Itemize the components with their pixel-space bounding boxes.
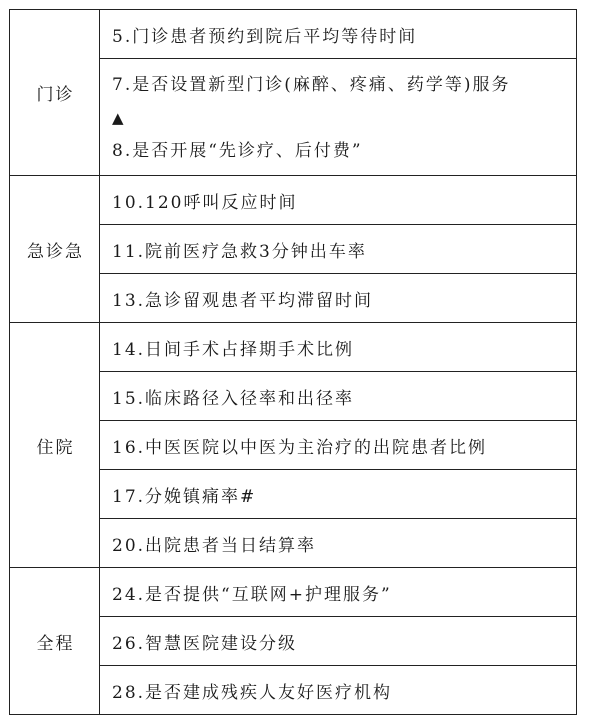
indicator-line: 8.是否开展“先诊疗、后付费” <box>112 140 363 161</box>
category-inpatient <box>10 323 100 568</box>
indicator-item-multiline <box>100 59 577 176</box>
indicator-item: 16.中医医院以中医为主治疗的出院患者比例 <box>100 421 577 470</box>
table-row <box>10 568 577 617</box>
category-label: 全程 <box>36 633 75 654</box>
category-label: 急诊急 <box>27 241 84 262</box>
indicator-item: 17.分娩镇痛率# <box>100 470 577 519</box>
indicator-item: 24.是否提供“互联网+护理服务” <box>100 568 577 617</box>
table-row <box>10 176 577 225</box>
indicator-item: 11.院前医疗急救3分钟出车率 <box>100 225 577 274</box>
indicator-item: 14.日间手术占择期手术比例 <box>100 323 577 372</box>
indicator-item: 5.门诊患者预约到院后平均等待时间 <box>100 10 577 59</box>
indicator-item: 20.出院患者当日结算率 <box>100 519 577 568</box>
indicator-item: 15.临床路径入径率和出径率 <box>100 372 577 421</box>
indicator-line: 7.是否设置新型门诊(麻醉、疼痛、药学等)服务 <box>112 74 511 95</box>
indicator-item: 13.急诊留观患者平均滞留时间 <box>100 274 577 323</box>
table-row <box>10 323 577 372</box>
indicator-table <box>9 9 577 715</box>
category-label: 住院 <box>36 437 75 458</box>
category-outpatient <box>10 10 100 176</box>
category-label: 门诊 <box>36 85 75 105</box>
indicator-item: 10.120呼叫反应时间 <box>100 176 577 225</box>
triangle-marker-icon: ▲ <box>112 108 126 127</box>
indicator-item: 26.智慧医院建设分级 <box>100 617 577 666</box>
category-emergency <box>10 176 100 323</box>
category-whole-process <box>10 568 100 715</box>
indicator-item: 28.是否建成残疾人友好医疗机构 <box>100 666 577 715</box>
table-row <box>10 10 577 59</box>
